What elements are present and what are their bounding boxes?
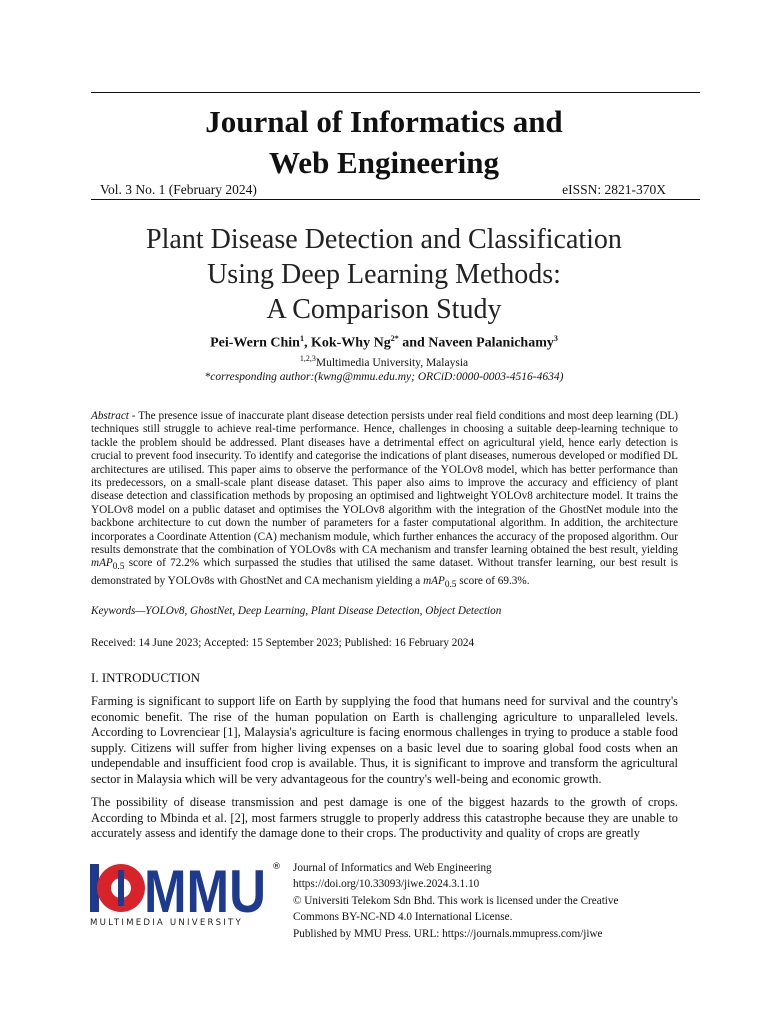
author-2: Kok-Why Ng xyxy=(310,335,391,351)
map-subscript: 0.5 xyxy=(112,562,125,573)
section-heading-introduction: I. INTRODUCTION xyxy=(91,670,201,685)
logo-letters: MMU xyxy=(144,860,266,916)
keywords: Keywords—YOLOv8, GhostNet, Deep Learning, Plant Disease Detection, Object Detection xyxy=(91,605,502,617)
footer-doi-link[interactable]: https://doi.org/10.33093/jiwe.2024.3.1.10 xyxy=(293,878,480,891)
paper-title-line3: A Comparison Study xyxy=(266,294,502,325)
logo-caption: MULTIMEDIA UNIVERSITY xyxy=(90,918,243,928)
author-sep-1: , xyxy=(303,335,311,351)
map-symbol-2: mAP xyxy=(423,575,445,588)
abstract-label: Abstract xyxy=(91,410,129,422)
logo-center-bar xyxy=(118,870,124,906)
journal-title-line2: Web Engineering xyxy=(269,145,499,180)
paper-title xyxy=(0,222,768,327)
affiliation-text: Multimedia University, Malaysia xyxy=(315,356,469,369)
journal-title-line1: Journal of Informatics and xyxy=(205,104,563,139)
footer-info xyxy=(293,860,693,942)
footer-license: Commons BY-NC-ND 4.0 International License. xyxy=(293,911,513,924)
registered-mark: ® xyxy=(272,862,281,872)
author-1-sup: 1 xyxy=(299,334,304,343)
map-symbol: mAP xyxy=(91,557,113,570)
map-subscript-2: 0.5 xyxy=(444,580,457,591)
publication-dates: Received: 14 June 2023; Accepted: 15 September 2023; Published: 16 February 2024 xyxy=(91,637,475,649)
header-bottom-rule xyxy=(91,199,700,200)
footer-publisher-url[interactable]: Published by MMU Press. URL: https://journals.mmupress.com/jiwe xyxy=(293,927,603,940)
abstract xyxy=(91,410,678,593)
mmu-logo-graphic xyxy=(90,860,270,916)
affiliation-sup: 1,2,3 xyxy=(299,354,316,363)
footer-copyright: © Universiti Telekom Sdn Bhd. This work is licensed under the Creative xyxy=(293,894,619,907)
author-3: Naveen Palanichamy xyxy=(428,335,554,351)
footer-journal-name: Journal of Informatics and Web Engineering xyxy=(293,862,492,874)
authors xyxy=(0,334,768,352)
paper-title-line2: Using Deep Learning Methods: xyxy=(207,259,561,290)
intro-paragraph-1: Farming is significant to support life on Earth by supplying the food that humans need for survival and the country's economic benefit. The rise of the human population on Earth is challenging agriculture to unparalleled levels. According to Lovrenciear [1], Malaysia's agriculture is facing enormous challenges in trying to produce a stable food supply. Citizens will suffer from higher living expenses on a basic level due to soaring global food costs when an undependable and insufficient food crop is available. Thus, it is significant to improve and transform the agricultural sector in Malaysia which will be very advantageous for the country's well-being and economic growth. xyxy=(91,694,678,786)
paper-title-line1: Plant Disease Detection and Classification xyxy=(146,224,622,255)
author-sep-2: and xyxy=(398,335,429,351)
mmu-logo xyxy=(90,860,281,928)
corresponding-author: *corresponding author:(kwng@mmu.edu.my; ORCiD:0000-0003-4516-4634) xyxy=(204,371,564,383)
abstract-text-c: score of 69.3%. xyxy=(456,575,530,588)
author-1: Pei-Wern Chin xyxy=(210,335,300,351)
journal-title xyxy=(0,101,768,183)
intro-paragraph-2: The possibility of disease transmission and pest damage is one of the biggest hazards to the growth of crops. According to Mbinda et al. [2], most farmers struggle to properly address this catastrophe because they are unable to accurately assess and identify the damage done to their crops. The productivity and quality of crops are greatly xyxy=(91,795,678,841)
abstract-text-a: - The presence issue of inaccurate plant disease detection persists under real field conditions and most deep learning (DL) techniques still struggle to achieve real-time performance. Hence, challenges in choosing a suitable deep-learning technique to tackle the problem should be addressed. Plant diseases have a detrimental effect on agricultural yield, hence early detection is crucial to prevent food insecurity. To identify and categorise the indications of plant diseases, numerous developed or modified DL architectures are utilised. This paper aims to observe the performance of the YOLOv8 model, which has better performance than its predecessors, on a small-scale plant disease dataset. This paper also aims to improve the accuracy and efficiency of plant disease detection and classification methods by proposing an optimised and lightweight YOLOv8 architecture model. It trains the YOLOv8 model on a public dataset and optimises the YOLOv8 algorithm with the integration of the GhostNet module into the backbone architecture to cut down the number of parameters for a faster computational algorithm. In addition, the architecture incorporates a Coordinate Attention (CA) mechanism module, which further enhances the accuracy of the proposed algorithm. Our results demonstrate that the combination of YOLOv8s with CA mechanism and transfer learning obtained the best result, yielding xyxy=(91,410,678,557)
author-2-sup: 2* xyxy=(390,334,399,343)
eissn: eISSN: 2821-370X xyxy=(562,182,666,197)
affiliation xyxy=(0,354,768,369)
abstract-text-b: score of 72.2% which surpassed the studies that utilised the same dataset. Without transfer learning, our best result is demonstrated by YOLOv8s with GhostNet and CA mechanism yielding a xyxy=(91,557,678,588)
header-top-rule xyxy=(91,92,700,93)
volume-info: Vol. 3 No. 1 (February 2024) xyxy=(100,182,257,197)
author-3-sup: 3 xyxy=(553,334,558,343)
